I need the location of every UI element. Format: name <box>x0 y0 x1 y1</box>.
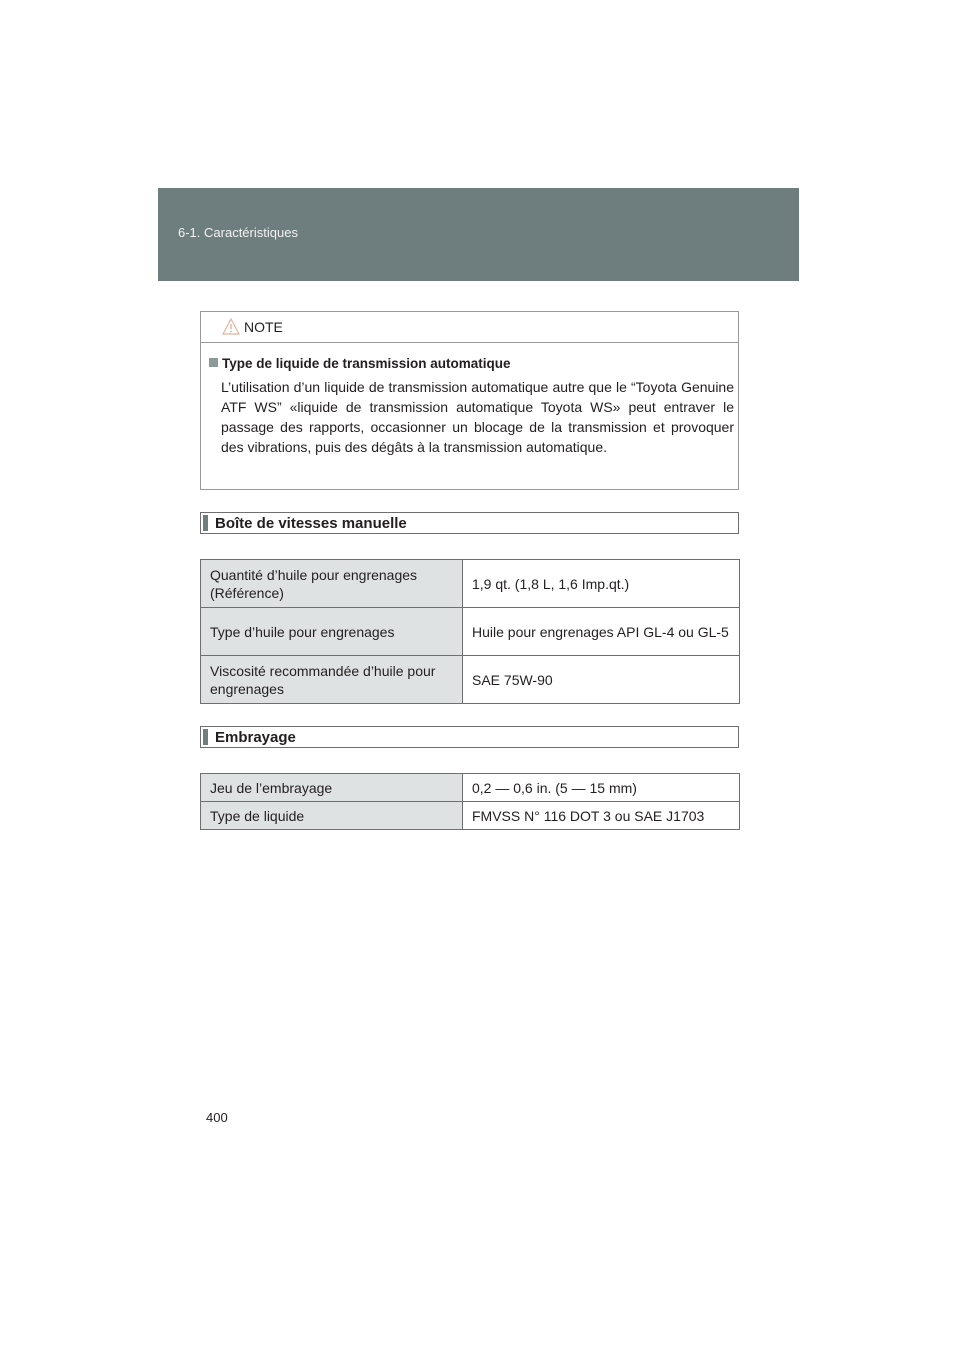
table-row <box>201 774 740 802</box>
note-header <box>201 312 738 343</box>
row-value: 0,2 — 0,6 in. (5 — 15 mm) <box>463 774 740 802</box>
note-title: NOTE <box>244 319 283 335</box>
row-label: Viscosité recommandée d’huile pour engrenages <box>201 656 463 704</box>
row-value: 1,9 qt. (1,8 L, 1,6 Imp.qt.) <box>463 560 740 608</box>
row-value: Huile pour engrenages API GL-4 ou GL-5 <box>463 608 740 656</box>
note-subtitle-text: Type de liquide de transmission automatique <box>222 356 511 371</box>
row-value: FMVSS N° 116 DOT 3 ou SAE J1703 <box>463 802 740 830</box>
section-title: 6-1. Caractéristiques <box>178 225 298 240</box>
bullet-square-icon <box>209 358 218 367</box>
table-row <box>201 608 740 656</box>
heading-accent <box>203 729 208 745</box>
row-label: Quantité d’huile pour engrenages (Référence) <box>201 560 463 608</box>
manual-gearbox-heading <box>200 512 739 534</box>
table-row <box>201 802 740 830</box>
note-subtitle <box>209 356 511 371</box>
section-header-band <box>158 188 799 281</box>
table-row <box>201 656 740 704</box>
note-body: L’utilisation d’un liquide de transmission automatique autre que le “Toyota Genuine ATF WS” «liquide de transmission automatique Toyota WS» peut entraver le passage des rapports, occasionner un blocage de la transmission et provoquer des vibrations, puis des dégâts à la transmission automatique. <box>221 379 734 455</box>
note-box <box>200 311 739 490</box>
heading-accent <box>203 515 208 531</box>
page-number: 400 <box>206 1110 228 1125</box>
clutch-title: Embrayage <box>215 729 296 746</box>
row-label: Jeu de l’embrayage <box>201 774 463 802</box>
warning-triangle-icon <box>222 318 240 335</box>
manual-gearbox-table <box>200 559 740 704</box>
manual-gearbox-title: Boîte de vitesses manuelle <box>215 515 407 532</box>
row-label: Type d’huile pour engrenages <box>201 608 463 656</box>
clutch-table <box>200 773 740 830</box>
clutch-heading <box>200 726 739 748</box>
row-label: Type de liquide <box>201 802 463 830</box>
table-row <box>201 560 740 608</box>
row-value: SAE 75W-90 <box>463 656 740 704</box>
